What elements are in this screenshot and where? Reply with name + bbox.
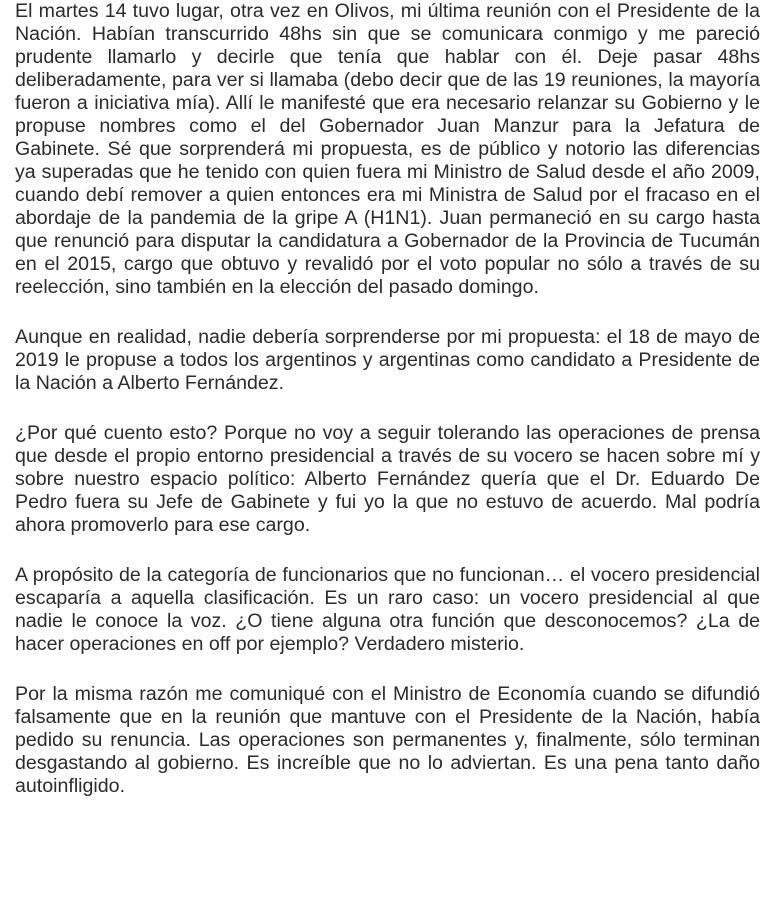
paragraph-economy-minister: Por la misma razón me comuniqué con el Ministro de Economía cuando se difundió falsamente que en la reunión que mantuve con el Presidente de la Nación, había pedido su renuncia. Las operaciones son permanentes y, finalmente, sólo terminan desgastando al gobierno. Es increíble que no lo adviertan. Es una pena tanto daño autoinfligido. [15,683,760,797]
paragraph-no-surprise: Aunque en realidad, nadie debería sorprenderse por mi propuesta: el 18 de mayo de 2019 le propuse a todos los argentinos y argentinas como candidato a Presidente de la Nación a Alberto Fernández. [15,326,760,394]
paragraph-press-operations: ¿Por qué cuento esto? Porque no voy a seguir tolerando las operaciones de prensa que desde el propio entorno presidencial a través de su vocero se hacen sobre mí y sobre nuestro espacio político: Alberto Fernández quería que el Dr. Eduardo De Pedro fuera su Jefe de Gabinete y fui yo la que no estuvo de acuerdo. Mal podría ahora promoverlo para ese cargo. [15,422,760,536]
paragraph-olivos-meeting: El martes 14 tuvo lugar, otra vez en Olivos, mi última reunión con el Presidente de la Nación. Habían transcurrido 48hs sin que se comunicara conmigo y me pareció prudente llamarlo y decirle que tenía que hablar con él. Deje pasar 48hs deliberadamente, para ver si llamaba (debo decir que de las 19 reuniones, la mayoría fueron a iniciativa mía). Allí le manifesté que era necesario relanzar su Gobierno y le propuse nombres como el del Gobernador Juan Manzur para la Jefatura de Gabinete. Sé que sorprenderá mi propuesta, es de público y notorio las diferencias ya superadas que he tenido con quien fuera mi Ministro de Salud desde el año 2009, cuando debí remover a quien entonces era mi Ministra de Salud por el fracaso en el abordaje de la pandemia de la gripe A (H1N1). Juan permaneció en su cargo hasta que renunció para disputar la candidatura a Gobernador de la Provincia de Tucumán en el 2015, cargo que obtuvo y revalidó por el voto popular no sólo a través de su reelección, sino también en la elección del pasado domingo. [15,0,760,298]
article-body [15,0,760,798]
paragraph-spokesperson: A propósito de la categoría de funcionarios que no funcionan… el vocero presidencial escaparía a aquella clasificación. Es un raro caso: un vocero presidencial al que nadie le conoce la voz. ¿O tiene alguna otra función que desconocemos? ¿La de hacer operaciones en off por ejemplo? Verdadero misterio. [15,564,760,655]
